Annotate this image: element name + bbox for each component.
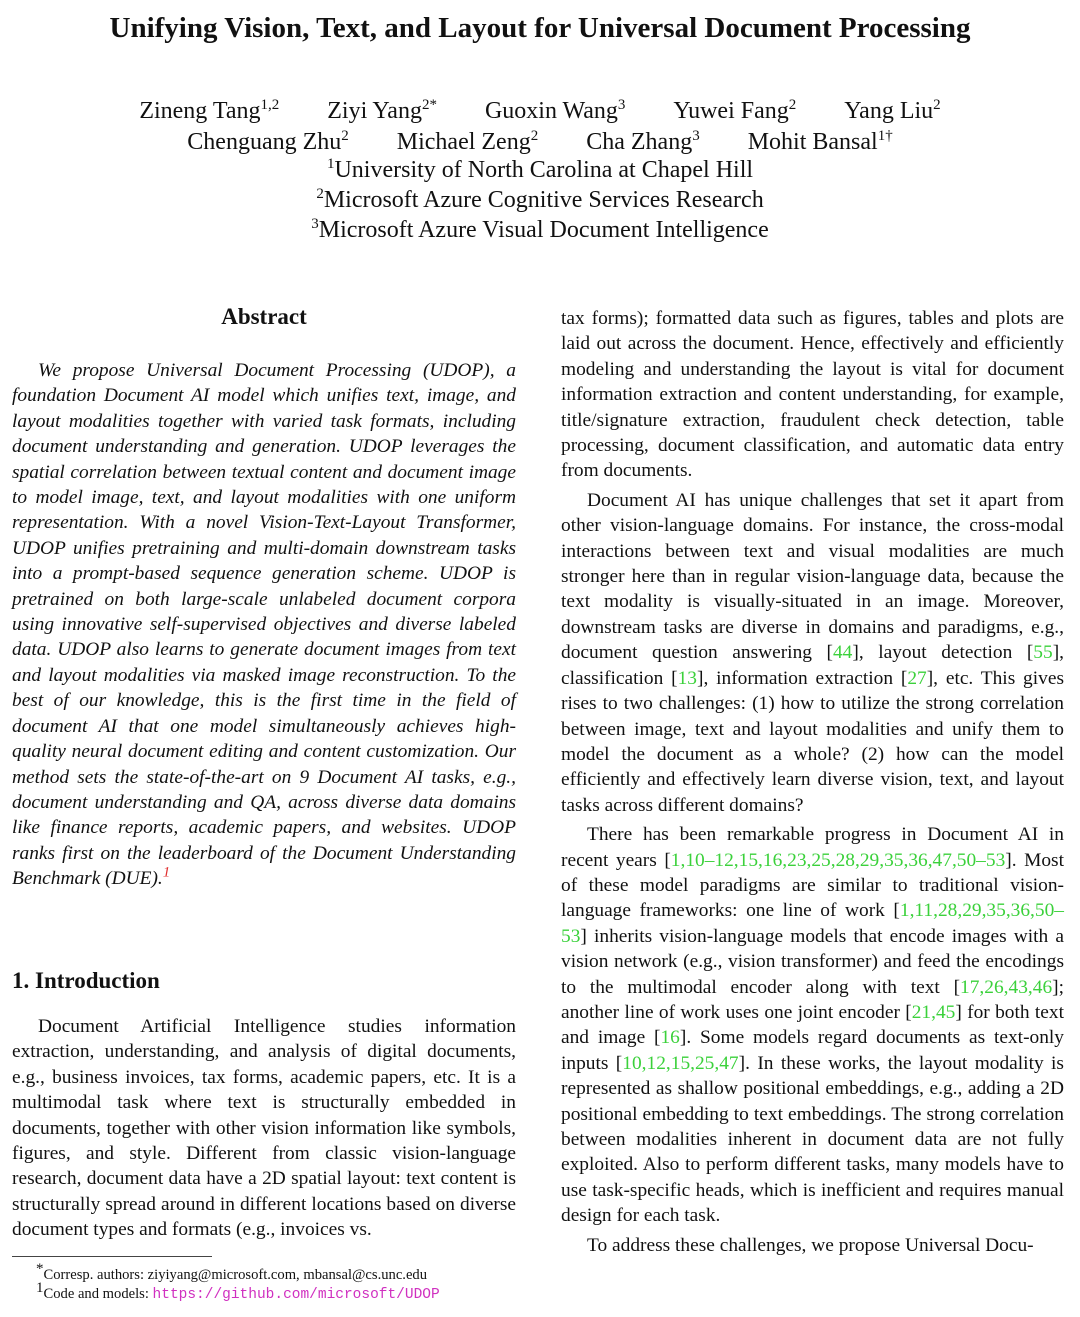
footnote-divider (12, 1256, 212, 1257)
citation-link[interactable]: 10,12,15,25,47 (622, 1052, 739, 1074)
citation-link[interactable]: 17,26,43,46 (960, 976, 1053, 998)
paper-title: Unifying Vision, Text, and Layout for Universal Document Processing (109, 12, 971, 44)
right-column-body (561, 306, 1064, 1258)
text-run: ] inherits vision-language models that encode images with a vision network (e.g., vision transformer) and feed the encodings to the multimodal encoder along with text [ (561, 925, 1064, 998)
paragraph-4: To address these challenges, we propose Universal Docu- (587, 1234, 1034, 1256)
footnote-code: $^1$Code and models: https://github.com/microsoft/UDOP (36, 1280, 440, 1303)
citation-link[interactable]: 1,10–12,15,16,23,25,28,29,35,36,47,50–53 (670, 849, 1006, 871)
paragraph-1: tax forms); formatted data such as figures, tables and plots are laid out across the document. Hence, effectively and efficiently modeling and understanding the layout is vital for document information extraction and content understanding, for example, title/signature extraction, fraudulent check detection, table processing, document classification, and automatic data entry from documents. (561, 308, 1064, 482)
affiliation-3: $^3$Microsoft Azure Visual Document Intelligence (311, 216, 769, 243)
author-name: Chenguang Zhu$^2$ (187, 128, 349, 155)
author-affiliation-mark: 2 (341, 128, 349, 144)
text-run: ]. In these works, the layout modality is represented as shallow positional embeddings, e.g., adding a 2D positional embedding to text embeddings. The strong correlation between modalities inherent in document data are not fully exploited. Also to perform different tasks, many models have to use task-specific heads, which is inefficient and requires manual design for each task. (561, 1052, 1064, 1227)
author-affiliation-mark: 3 (617, 97, 626, 113)
section-heading-introduction: 1. Introduction (12, 968, 160, 993)
text-run: ]. Some models regard documents as text-only inputs [ (561, 1027, 1064, 1074)
author-name: Zineng Tang$^{1,2}$ (139, 97, 280, 124)
citation-link[interactable]: 16 (660, 1027, 680, 1049)
text-run: There has been remarkable progress in Document AI in recent years [ (561, 824, 1064, 871)
author-affiliation-mark: 1,2 (260, 97, 280, 113)
citation-link[interactable]: 1,11,28,29,35,36,50–53 (561, 900, 1064, 947)
text-run: ], information extraction [ (696, 667, 908, 689)
author-affiliation-mark: 2 (788, 97, 797, 113)
citation-link[interactable]: 55 (1033, 642, 1053, 664)
text-run: Document AI has unique challenges that set it apart from other vision-language domains. For instance, the cross-modal interactions between text and visual modalities are much stronger here than in regular vision-language data, because the text modality is visually-situated in an image. Moreover, downstream tasks are diverse in domains and paradigms, e.g., document question answering [ (561, 489, 1064, 664)
citation-link[interactable]: 21,45 (911, 1001, 956, 1023)
paragraph-2 (561, 488, 1064, 818)
abstract-heading: Abstract (221, 304, 307, 329)
author-affiliation-mark: 2 (933, 97, 941, 113)
text-run: ]; another line of work uses one joint encoder [ (561, 976, 1064, 1023)
author-name: Guoxin Wang$^3$ (484, 97, 626, 124)
author-affiliation-mark: 2* (421, 97, 437, 113)
citation-link[interactable]: 27 (907, 667, 927, 689)
author-name: Michael Zeng$^2$ (396, 128, 539, 155)
author-affiliation-mark: 1† (877, 128, 893, 144)
text-run: ], etc. This gives rises to two challenges: (1) how to utilize the strong correlation between image, text and layout modalities and unify them to model the document as a whole? (2) how can the model efficiently and effectively learn diverse vision, text, and layout tasks across different domains? (561, 667, 1064, 816)
text-run: ]. Most of these model paradigms are similar to traditional vision-language frameworks: one line of work [ (561, 849, 1064, 922)
affiliation-2: $^2$Microsoft Azure Cognitive Services Research (316, 186, 764, 213)
author-name: Cha Zhang$^3$ (586, 128, 700, 155)
code-url-link[interactable]: https://github.com/microsoft/UDOP (152, 1287, 440, 1303)
author-list-row-2 (0, 127, 1080, 157)
author-name: Yang Liu$^2$ (844, 97, 941, 124)
text-run: ] for both text and image [ (561, 1001, 1064, 1049)
citation-link[interactable]: 44 (832, 642, 853, 664)
author-name: Ziyi Yang$^{2*}$ (327, 97, 437, 124)
abstract-body: We propose Universal Document Processing (UDOP), a foundation Document AI model which unifies text, image, and layout modalities together with varied task formats, including document understanding and generation. UDOP leverages the spatial correlation between textual content and document image to model image, text, and layout modalities with one uniform representation. With a novel Vision-Text-Layout Transformer, UDOP unifies pretraining and multi-domain downstream tasks into a prompt-based sequence generation scheme. UDOP is pretrained on both large-scale unlabeled document corpora using innovative self-supervised objectives and diverse labeled data. UDOP also learns to generate document images from text and layout modalities via masked image reconstruction. To the best of our knowledge, this is the first time in the field of document AI that one model simultaneously achieves high-quality neural document editing and content customization. Our method sets the state-of-the-art on 9 Document AI tasks, e.g., document understanding and QA, across diverse data domains like finance reports, academic papers, and websites. UDOP ranks first on the leaderboard of the Document Understanding Benchmark (DUE).$^1$ (12, 360, 516, 890)
introduction-body: Document Artificial Intelligence studies information extraction, understanding, and analysis of digital documents, e.g., business invoices, tax forms, academic papers, etc. It is a multimodal task where text is structurally embedded in documents, together with other vision information like symbols, figures, and style. Different from classic vision-language research, document data have a 2D spatial layout: text content is structurally spread around in different locations based on diverse document types and formats (e.g., invoices vs. (12, 1016, 516, 1241)
text-run: ], classification [ (561, 642, 1064, 689)
author-affiliation-mark: 2 (530, 128, 539, 144)
author-name: Mohit Bansal$^{1\dagger}$ (747, 128, 893, 155)
author-name: Yuwei Fang$^2$ (673, 97, 797, 124)
affiliation-1: $^1$University of North Carolina at Chapel Hill (326, 156, 754, 183)
text-run: ], layout detection [ (852, 642, 1034, 664)
footnote-corresp: *Corresp. authors: ziyiyang@microsoft.com, mbansal@cs.unc.edu (36, 1261, 428, 1283)
author-affiliation-mark: 3 (692, 128, 700, 144)
paragraph-3 (561, 822, 1064, 1229)
footnote-ref[interactable]: 1 (162, 864, 171, 881)
citation-link[interactable]: 13 (677, 667, 697, 689)
author-list-row-1 (0, 96, 1080, 126)
